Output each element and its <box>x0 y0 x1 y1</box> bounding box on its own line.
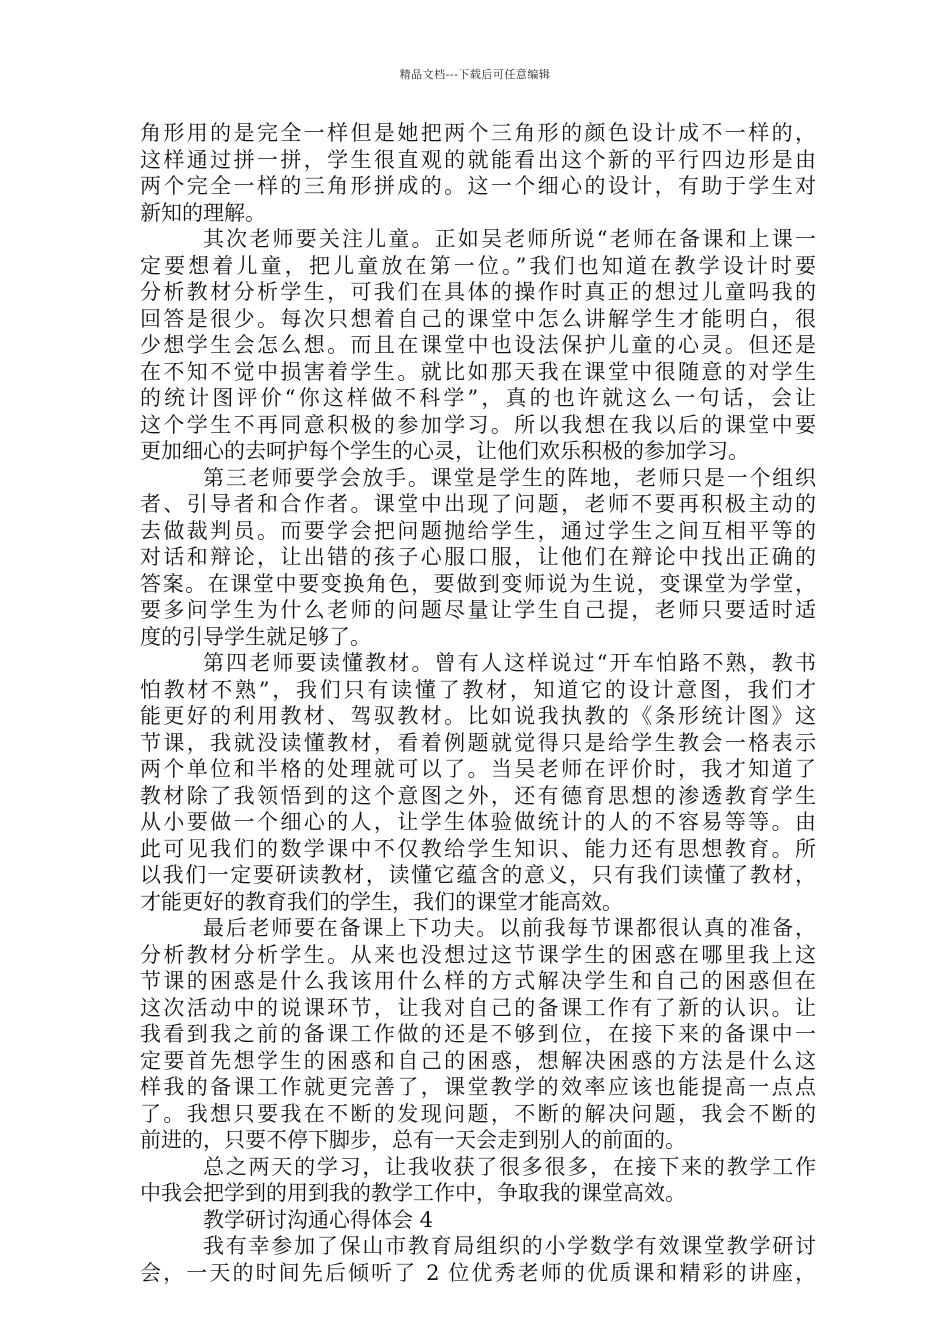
text-line: 对话和辩论，让出错的孩子心服口服，让他们在辩论中找出正确的 <box>140 545 816 569</box>
text-line: 第三老师要学会放手。课堂是学生的阵地，老师只是一个组织 <box>203 465 816 490</box>
text-line: 度的引导学生就足够了。 <box>140 624 371 649</box>
text-line: 才能更好的教育我们的学生，我们的课堂才能高效。 <box>140 889 623 914</box>
text-line: 我有幸参加了保山市教育局组织的小学数学有效课堂教学研讨 <box>203 1234 816 1258</box>
text-line: 能更好的利用教材、驾驭教材。比如说我执教的《条形统计图》这 <box>140 704 816 728</box>
text-line: 要多问学生为什么老师的问题尽量让学生自己提，老师只要适时适 <box>140 598 816 622</box>
text-line: 回答是很少。每次只想着自己的课堂中怎么讲解学生才能明白，很 <box>140 306 816 331</box>
text-line: 这次活动中的说课环节，让我对自己的备课工作有了新的认识。让 <box>140 995 816 1020</box>
text-line: 最后老师要在备课上下功夫。以前我每节课都很认真的准备， <box>203 916 816 940</box>
text-line: 了。我想只要我在不断的发现问题，不断的解决问题，我会不断的 <box>140 1101 816 1126</box>
text-line: 定要想着儿童，把儿童放在第一位。”我们也知道在教学设计时要 <box>140 253 816 278</box>
text-line: 在不知不觉中损害着学生。就比如那天我在课堂中很随意的对学生 <box>140 359 816 384</box>
text-line: 者、引导者和合作者。课堂中出现了问题，老师不要再积极主动的 <box>140 492 816 516</box>
text-line: 两个单位和半格的处理就可以了。当吴老师在评价时，我才知道了 <box>140 757 816 781</box>
text-line: 分析教材分析学生，可我们在具体的操作时真正的想过儿童吗我的 <box>140 280 816 304</box>
text-line: 的统计图评价“你这样做不科学”，真的也许就这么一句话，会让 <box>140 386 816 410</box>
text-line: 此可见我们的数学课中不仅教给学生知识、能力还有思想教育。所 <box>140 836 816 861</box>
text-line: 第四老师要读懂教材。曾有人这样说过“开车怕路不熟，教书 <box>203 651 816 675</box>
text-line: 分析教材分析学生。从来也没想过这节课学生的困惑在哪里我上这 <box>140 942 816 967</box>
page-header: 精品文档---下载后可任意编辑 <box>399 68 551 81</box>
text-line: 更加细心的去呵护每个学生的心灵，让他们欢乐积极的参加学习。 <box>140 439 749 463</box>
text-line: 这样通过拼一拼，学生很直观的就能看出这个新的平行四边形是由 <box>140 147 816 172</box>
text-line: 新知的理解。 <box>140 200 266 225</box>
text-line: 怕教材不熟”，我们只有读懂了教材，知道它的设计意图，我们才 <box>140 677 816 702</box>
text-line: 少想学生会怎么想。而且在课堂中也设法保护儿童的心灵。但还是 <box>140 333 816 357</box>
document-body <box>140 120 816 1286</box>
text-line: 这个学生不再同意积极的参加学习。所以我想在我以后的课堂中要 <box>140 412 816 437</box>
text-line: 其次老师要关注儿童。正如吴老师所说“老师在备课和上课一 <box>203 227 816 251</box>
text-line: 总之两天的学习，让我收获了很多很多，在接下来的教学工作 <box>203 1154 816 1179</box>
text-line: 以我们一定要研读教材，读懂它蕴含的意义，只有我们读懂了教材， <box>140 863 816 887</box>
text-line: 前进的，只要不停下脚步，总有一天会走到别人的前面的。 <box>140 1128 686 1152</box>
text-line: 节课，我就没读懂教材，看着例题就觉得只是给学生教会一格表示 <box>140 730 816 755</box>
text-line: 教学研讨沟通心得体会 4 <box>203 1207 434 1232</box>
text-line: 中我会把学到的用到我的教学工作中，争取我的课堂高效。 <box>140 1181 686 1205</box>
text-line: 我看到我之前的备课工作做的还是不够到位，在接下来的备课中一 <box>140 1022 816 1046</box>
text-line: 两个完全一样的三角形拼成的。这一个细心的设计，有助于学生对 <box>140 174 816 198</box>
text-line: 样我的备课工作就更完善了，课堂教学的效率应该也能提高一点点 <box>140 1075 816 1099</box>
text-line: 教材除了我领悟到的这个意图之外，还有德育思想的渗透教育学生 <box>140 783 816 808</box>
text-line: 节课的困惑是什么我该用什么样的方式解决学生和自己的困惑但在 <box>140 969 816 993</box>
text-line: 角形用的是完全一样但是她把两个三角形的颜色设计成不一样的， <box>140 121 816 145</box>
text-line: 从小要做一个细心的人，让学生体验做统计的人的不容易等等。由 <box>140 810 816 834</box>
text-line: 去做裁判员。而要学会把问题抛给学生，通过学生之间互相平等的 <box>140 518 816 543</box>
text-line: 定要首先想学生的困惑和自己的困惑，想解决困惑的方法是什么这 <box>140 1048 816 1073</box>
text-line: 答案。在课堂中要变换角色，要做到变师说为生说，变课堂为学堂， <box>140 571 816 596</box>
text-line: 会，一天的时间先后倾听了 2 位优秀老师的优质课和精彩的讲座， <box>140 1260 816 1285</box>
